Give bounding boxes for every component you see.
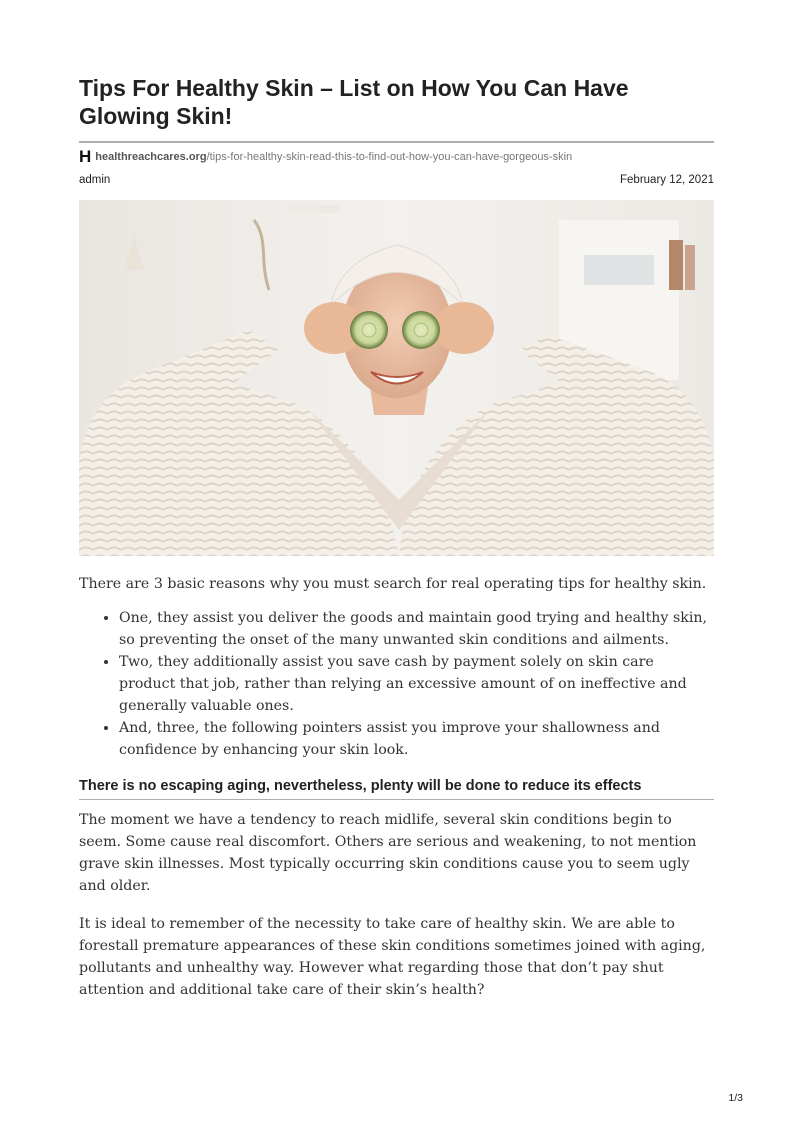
article-title: Tips For Healthy Skin – List on How You Can Have Glowing Skin! [79,75,629,129]
section-heading: There is no escaping aging, nevertheless, plenty will be done to reduce its effects [79,778,642,794]
body-paragraph: The moment we have a tendency to reach midlife, several skin conditions begin to seem. Some cause real discomfort. Others are serious and weakening, to not mention grave skin illnesses. Most typically occurring skin conditions cause you to seem ugly and older. [79,812,697,894]
source-domain[interactable]: healthreachcares.org [95,151,207,163]
list-item: • One, they assist you deliver the goods and maintain good trying and healthy skin, so preventing the onset of the many unwanted skin conditions and ailments. [119,607,714,651]
title-divider [79,141,714,143]
section-divider [79,799,714,800]
publish-date: February 12, 2021 [620,174,714,186]
reasons-list [79,607,714,761]
article-meta [79,174,714,186]
source-line [79,149,714,165]
page-number: 1/3 [728,1092,743,1104]
list-item: • Two, they additionally assist you save cash by payment solely on skin care product that job, rather than relying an excessive amount of on ineffective and generally valuable ones. [119,651,714,717]
hero-image [79,200,714,556]
list-item: • And, three, the following pointers assist you improve your shallowness and confidence by enhancing your skin look. [119,717,714,761]
author: admin [79,174,111,186]
body-paragraph: It is ideal to remember of the necessity to take care of healthy skin. We are able to forestall premature appearances of these skin conditions sometimes joined with aging, pollutants and unhealthy way. However what regarding those that don’t pay shut attention and additional take care of their skin’s health? [79,916,706,998]
article [79,74,714,1001]
site-logo-icon: H [79,147,92,166]
intro-paragraph: There are 3 basic reasons why you must search for real operating tips for healthy skin. [79,576,707,592]
source-path[interactable]: /tips-for-healthy-skin-read-this-to-find-out-how-you-can-have-gorgeous-skin [206,151,573,163]
